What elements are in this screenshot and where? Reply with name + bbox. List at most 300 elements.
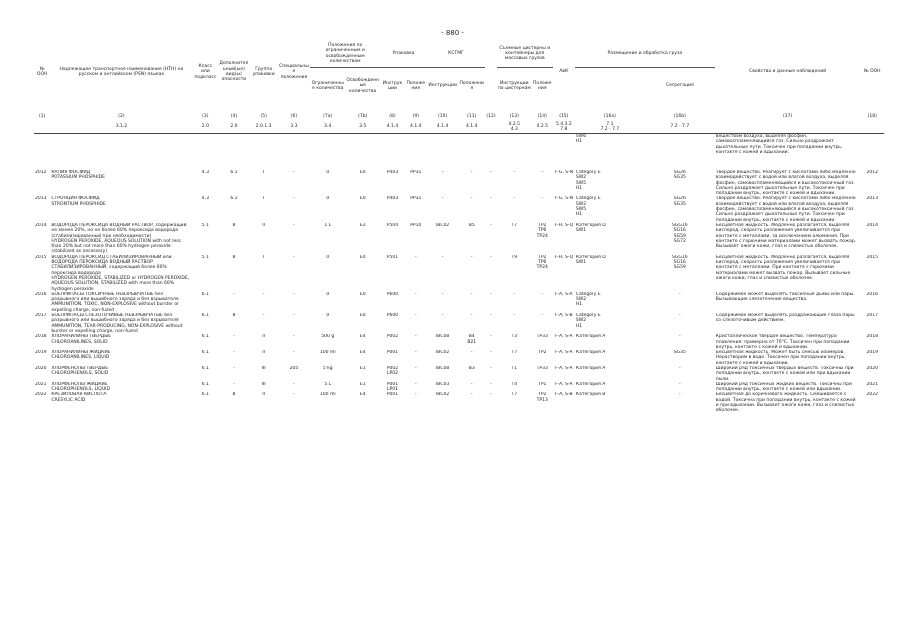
empty-cell (50, 134, 192, 171)
segregation: SGG16 SG16 SG59 (672, 254, 688, 271)
hdr-col12 (485, 40, 497, 104)
shipping-name: СТРОНЦИЯ ФОСФИД STRONTIUM PHOSPHIDE (51, 196, 106, 207)
limited-quantity: 0 (326, 313, 330, 319)
reference-number (715, 121, 861, 134)
excepted-quantity: E0 (359, 313, 366, 319)
segregation: SG35 (673, 350, 686, 356)
packing-group: II (262, 350, 265, 356)
hdr-pack-instr: Инструкции (382, 80, 403, 91)
hdr-ibc: КСГМГ (427, 40, 485, 68)
un-number: 2012 (35, 170, 47, 175)
ibc-provision: B4 B21 (467, 334, 477, 345)
ibc-provision: - (470, 254, 473, 260)
packing-provision: PP31 (410, 196, 422, 202)
excepted-quantity: E0 (359, 170, 366, 175)
continuation-row (34, 134, 884, 171)
un-number: 2022 (35, 392, 47, 398)
stowage: Category E SW2 SW5 H1 (575, 196, 601, 218)
tank-instruction: T7 (511, 392, 518, 398)
tank-instruction: T7 (511, 350, 518, 356)
empty-cell (497, 134, 532, 171)
segregation: SG26 SG35 (673, 170, 686, 181)
stowage: Категория A (575, 350, 606, 356)
ems: F-A, S-A (555, 381, 573, 387)
un-number-end: 2015 (866, 254, 878, 260)
tank-provision: - (541, 291, 544, 297)
tank-instruction: - (513, 291, 516, 297)
hdr-tanks: Съемные цистерны и контейнеры для массовых грузов (497, 40, 553, 68)
table-header (34, 40, 884, 134)
empty-cell (380, 134, 404, 171)
column-number: (4) (230, 113, 238, 119)
hdr-name: Надлежащее транспортное наименование (НТН) на русском и английском (PSN) языках (59, 66, 184, 77)
packing-group: III (261, 365, 266, 371)
excepted-quantity: E4 (359, 334, 366, 340)
un-number-end: 2022 (866, 392, 878, 398)
reference-row (34, 121, 884, 134)
hdr-limited-excepted: Положения по ограниченным и освобожденным количествам (310, 40, 380, 68)
excepted-quantity: E2 (359, 222, 366, 228)
column-number: (5) (260, 113, 267, 119)
un-number: 2016 (35, 291, 47, 297)
stowage: Категория A (575, 334, 606, 340)
subsidiary-hazard: 6.1 (230, 170, 238, 175)
limited-quantity: 0 (326, 170, 330, 175)
ibc-provision: - (470, 392, 473, 398)
empty-cell (193, 134, 219, 171)
un-number-end: 2019 (866, 350, 878, 356)
un-number-end: 2012 (866, 170, 878, 175)
subsidiary-hazard: - (233, 350, 235, 356)
un-number-end: 2020 (866, 365, 878, 371)
col12: - (490, 222, 492, 228)
tank-provision: TP1 (538, 381, 547, 387)
subsidiary-hazard: 8 (232, 254, 236, 260)
ems: F-A, S-A (555, 291, 573, 297)
hdr-limited: Ограниченные количества (311, 80, 344, 91)
stowage: Категория A (575, 381, 606, 387)
table-row (34, 334, 884, 350)
segregation: - (679, 381, 681, 387)
hdr-packing-group: Группа упаковки (252, 66, 275, 77)
column-number: (11) (467, 113, 477, 119)
ems: F-A, S-B (555, 313, 573, 319)
tank-provision: TP33 (536, 334, 548, 340)
un-number-end: 2021 (866, 381, 878, 387)
packing-instruction: P001 LP01 (386, 381, 399, 393)
ibc-instruction: IBC02 (435, 392, 450, 398)
hdr-excepted: Освобожденные количества (346, 78, 380, 94)
empty-cell (34, 134, 50, 171)
un-number: 2018 (35, 334, 47, 340)
segregation: - (679, 291, 681, 297)
excepted-quantity: E1 (359, 381, 366, 387)
ibc-instruction: IBC08 (435, 365, 450, 371)
limited-quantity: 100 ml (319, 392, 336, 398)
table-row (34, 255, 884, 292)
tank-provision: TP2 TP13 (536, 392, 548, 403)
reference-number: 4.1.4 (405, 121, 427, 134)
un-number-end: 2014 (866, 222, 878, 228)
packing-instruction: P600 (386, 313, 399, 319)
excepted-quantity: E1 (359, 365, 366, 371)
col12: - (490, 313, 492, 319)
stowage: Категория D SW1 (575, 254, 606, 266)
hdr-tank-instr: Инструкции по цистернам (497, 80, 531, 91)
segregation: - (679, 365, 681, 371)
special-provisions: - (293, 334, 295, 340)
packing-instruction: P002 (386, 334, 399, 340)
shipping-name: ВОДОРОДА ПЕРОКСИД СТАБИЛИЗИРОВАННЫЙ или ВОДОРОДА ПЕРОКСИДА ВОДНЫЙ РАСТВОР СТАБИЛИЗИРОВАННЫЙ, содержащий более 60% пероксида водорода HYDROGEN PEROXIDE, STABILIZED or HYDROGEN PEROXIDE, AQUEOUS SOLUTION, STABILIZED with more than 60% hydrogen peroxide (51, 254, 190, 292)
properties: Твердое вещество. Реагирует с кислотами либо медленно взаимодействует с водой или влагой воздуха, выделяя фосфин, самовоспламеняющийся и высокотоксичный газ. Сильно раздражает дыхательные пути. Токсичен при попадании внутрь, контакте с кожей и вдыхании. (715, 170, 856, 197)
packing-instruction: P504 (386, 222, 399, 228)
ibc-instruction: - (441, 196, 444, 202)
special-provisions: - (293, 254, 295, 260)
tank-provision: - (541, 170, 544, 175)
ibc-instruction: IBC02 (435, 350, 450, 356)
reference-number (34, 121, 50, 134)
subsidiary-hazard: 6.1 (230, 196, 238, 202)
un-number: 2019 (35, 350, 47, 356)
column-number: (1) (38, 113, 46, 119)
hdr-no-oon: № ООН (36, 66, 48, 77)
properties: Бесцветная жидкость. Медленно разлагается, выделяя кислород, скорость разложения увеличивается при контакте с металлами, за исключением алюминия. При контакте с горючими материалами может вызвать пожар. Вызывает ожоги кожи, глаз и слизистых оболочек. (715, 222, 857, 250)
tank-instruction: T9 (511, 254, 518, 260)
shipping-name: КРЕЗИЛОВАЯ КИСЛОТА CRESYLIC ACID (51, 392, 107, 403)
packing-instruction: P600 (386, 291, 399, 297)
class: 6.1 (201, 291, 209, 297)
hdr-segregation: Сегрегация (665, 83, 694, 89)
reference-number: 7.1 7.2 - 7.7 (575, 121, 645, 134)
tank-instruction: T4 (511, 381, 518, 387)
col12: - (490, 196, 492, 202)
col12: - (490, 334, 492, 340)
class: 5.1 (201, 254, 209, 260)
special-provisions: - (293, 313, 295, 319)
hdr-no-oon-end: № ООН (863, 69, 881, 75)
un-number: 2014 (35, 222, 47, 228)
special-provisions: - (293, 350, 295, 356)
hdr-subsidiary: Дополнительный(ые) вид(ы) опасности (219, 61, 249, 83)
column-number: (12) (486, 113, 496, 119)
column-number: (16b) (673, 113, 686, 119)
table-row (34, 223, 884, 255)
properties: Бесцветная до коричневого жидкость. Смешивается с водой. Токсична при попадании внутрь, контакте с кожей и при вдыхании. Вызывает ожоги кожи, глаз и слизистых оболочек. (715, 392, 856, 414)
ibc-instruction: - (441, 313, 444, 319)
empty-cell (405, 134, 427, 171)
properties: Твердое вещество. Реагирует с кислотами либо медленно взаимодействует с водой или влагой воздуха, выделяя фосфин, самовоспламеняющийся и высокотоксичный газ. Сильно раздражает дыхательные пути. Токсичен при попадании внутрь, контакте с кожей и вдыхании. (715, 196, 856, 223)
packing-instruction: P403 (386, 170, 399, 175)
tank-provision: TP2 TP6 TP24 (536, 254, 548, 271)
hdr-ibc-prov: Положения (459, 80, 484, 91)
un-number-end: 2018 (866, 334, 878, 340)
class: 4.3 (201, 170, 209, 175)
tank-instruction: - (513, 170, 516, 175)
packing-group: II (262, 222, 265, 228)
col12: - (490, 170, 492, 175)
column-number: (7b) (358, 113, 368, 119)
segregation: - (679, 334, 681, 340)
packing-group: II (262, 334, 265, 340)
un-number-end: 2013 (866, 196, 878, 202)
segregation: SG26 SG35 (673, 196, 686, 207)
packing-group: I (262, 196, 265, 202)
un-number: 2013 (35, 196, 47, 202)
ibc-provision: - (470, 196, 473, 202)
subsidiary-hazard: 8 (232, 222, 236, 228)
ibc-provision: B5 (468, 222, 475, 228)
subsidiary-hazard: 8 (232, 392, 236, 398)
col12: - (490, 254, 492, 260)
continuation-stowage: SW6 H1 (575, 134, 587, 145)
empty-cell (310, 134, 345, 171)
subsidiary-hazard: - (233, 381, 235, 387)
column-number-row (34, 104, 884, 121)
reference-number: 2.0.1.3 (250, 121, 278, 134)
ems: F-H, S-Q (554, 222, 574, 228)
tank-provision: TP2 TP6 TP24 (536, 222, 548, 239)
empty-cell (861, 134, 884, 171)
segregation: - (679, 313, 681, 319)
ibc-instruction: IBC08 (435, 334, 450, 340)
column-number: (13) (509, 113, 519, 119)
packing-instruction: P002 LP02 (386, 365, 399, 377)
excepted-quantity: E4 (359, 350, 366, 356)
special-provisions: - (293, 392, 295, 398)
special-provisions: - (293, 196, 295, 202)
table-row (34, 366, 884, 382)
class: 6.1 (201, 313, 209, 319)
tank-provision: TP33 (536, 365, 548, 371)
shipping-name: КАЛИЯ ФОСФИД POTASSIUM PHOSPHIDE (51, 170, 105, 181)
limited-quantity: 1 L (324, 222, 332, 228)
table-row (34, 170, 884, 196)
ems: F-H, S-Q (554, 254, 574, 260)
column-number: (8) (389, 113, 396, 119)
subsidiary-hazard: - (233, 365, 235, 371)
packing-provision: - (414, 350, 417, 356)
hdr-tank-prov: Положения (532, 80, 552, 91)
ibc-instruction: - (441, 291, 444, 297)
reference-number: 2.0 (193, 121, 219, 134)
empty-cell (250, 134, 278, 171)
empty-cell (458, 134, 485, 171)
limited-quantity: 5 L (324, 381, 332, 387)
packing-provision: - (414, 365, 417, 371)
packing-group: - (262, 291, 265, 297)
reference-number: 3.4 (310, 121, 345, 134)
class: 6.1 (201, 365, 209, 371)
ems: F-A, S-A (555, 365, 573, 371)
stowage: Category E SW2 SW5 H1 (575, 170, 601, 191)
ems: F-G, S-N (554, 196, 574, 202)
tank-instruction: - (513, 196, 516, 202)
un-number-end: 2016 (866, 291, 878, 297)
dangerous-goods-table (34, 40, 884, 414)
reference-number: 4.2.5 (532, 121, 553, 134)
col12: - (490, 381, 492, 387)
un-number: 2017 (35, 313, 47, 319)
ibc-instruction: - (441, 170, 444, 175)
tank-provision: TP2 (538, 350, 547, 356)
ibc-provision: - (470, 350, 473, 356)
hdr-ems: АвК (559, 69, 569, 75)
reference-number (485, 121, 497, 134)
table-row (34, 382, 884, 393)
empty-cell (532, 134, 553, 171)
hdr-packaging: Упаковка (380, 40, 427, 68)
empty-cell (485, 134, 497, 171)
class: 6.1 (201, 334, 209, 340)
column-number: (7a) (323, 113, 333, 119)
special-provisions: - (293, 381, 295, 387)
column-number: (2) (118, 113, 125, 119)
column-number: (14) (537, 113, 547, 119)
ibc-provision: - (470, 170, 473, 175)
limited-quantity: 100 ml (319, 350, 336, 356)
reference-number: 4.2.5 4.3 (497, 121, 532, 134)
hdr-ibc-instr: Инструкции (428, 83, 457, 89)
tank-instruction: T3 (511, 334, 518, 340)
class: 5.1 (201, 222, 209, 228)
packing-provision: - (414, 334, 417, 340)
column-number: (10) (437, 113, 448, 119)
shipping-name: ХЛОРАНИЛИНЫ ЖИДКИЕ CHLOROANILINES, LIQUID (51, 350, 111, 361)
hdr-class: Класс или подкласс (194, 64, 217, 80)
properties: Содержимое может выделять раздражающие глаза пары со слезоточивым действием. (715, 313, 855, 324)
shipping-name: БОЕПРИПАСЫ ТОКСИЧНЫЕ НЕВЗРЫВЧАТЫЕ без разрывного или вышибного заряда и без взрывателя AMMUNITION, TOXIC, NON-EXPLOSIVE without burster or expelling charge, non-fuzed (51, 291, 180, 313)
ems: F-A, S-B (555, 392, 573, 398)
shipping-name: ХЛОРФЕНОЛЫ ТВЕРДЫЕ CHLOROPHENOLS, SOLID (51, 365, 109, 377)
excepted-quantity: E4 (359, 392, 366, 398)
table-body (34, 134, 884, 414)
ibc-provision: - (470, 313, 473, 319)
empty-cell (427, 134, 458, 171)
reference-number: 3.3 (278, 121, 311, 134)
tank-instruction: T1 (511, 365, 518, 371)
hdr-special-provisions: Специальные положения (279, 64, 309, 80)
tank-provision: - (541, 313, 544, 319)
col12: - (490, 392, 492, 398)
empty-cell (218, 134, 249, 171)
packing-instruction: P001 (386, 392, 399, 398)
un-number: 2015 (35, 254, 47, 260)
table-row (34, 196, 884, 222)
stowage: Категория B (575, 392, 606, 398)
tank-instruction: - (513, 313, 516, 319)
packing-provision: - (414, 254, 417, 260)
properties: Широкий ряд токсичных твердых веществ. Токсичны при попадании внутрь, контакте с кожей или при вдыхании пыли. (715, 365, 854, 382)
ibc-instruction: - (441, 254, 444, 260)
reference-number (861, 121, 884, 134)
packing-group: II (262, 392, 265, 398)
column-number: (6) (290, 113, 298, 119)
segregation: - (679, 392, 681, 398)
class: 6.1 (201, 350, 209, 356)
limited-quantity: 500 g (321, 334, 335, 340)
ibc-instruction: IBC02 (435, 222, 450, 228)
reference-number: 4.1.4 (427, 121, 458, 134)
packing-instruction: P403 (386, 196, 399, 202)
properties: Широкий ряд токсичных жидких веществ. Токсичны при попадании внутрь, контакте с кожей или вдыхании. (715, 381, 852, 393)
column-number: (15) (559, 113, 569, 119)
packing-provision: PP31 (410, 170, 422, 175)
un-number-end: 2017 (866, 313, 878, 319)
special-provisions: - (293, 170, 295, 175)
empty-cell (645, 134, 715, 171)
packing-provision: PP10 (410, 222, 422, 228)
properties: Бесцветная жидкость. Может быть смесью изомеров. Нерастворим в воде. Токсичен при попадании внутрь, контакте с кожей и вдыхании. (715, 350, 846, 366)
shipping-name: ВОДОРОДА ПЕРОКСИДА ВОДНЫЙ РАСТВОР, содержащий не менее 20%, но не более 60% пероксида водорода (стабилизированный при необходимости) HYDROGEN PEROXIDE, AQUEOUS SOLUTION with not less than 20% but not more than 60% hydrogen peroxide (stabilized as necessary) (51, 222, 187, 255)
special-provisions: 205 (289, 365, 299, 371)
special-provisions: - (293, 222, 295, 228)
reference-number: 4.1.4 (458, 121, 485, 134)
reference-number: 3.5 (345, 121, 380, 134)
hdr-stowage (575, 68, 645, 105)
column-number: (17) (783, 113, 793, 119)
packing-provision: - (414, 313, 417, 319)
page-number: - 880 - (441, 29, 464, 37)
un-number: 2021 (35, 381, 47, 387)
properties: Содержимое может выделять токсичные дымы или пары. Вызывающие слезотечение вещества. (715, 291, 855, 303)
limited-quantity: 0 (326, 291, 330, 297)
excepted-quantity: E0 (359, 196, 366, 202)
empty-cell (278, 134, 311, 171)
un-number: 2020 (35, 365, 47, 371)
col12: - (490, 365, 492, 371)
hdr-properties: Свойства и данные наблюдений (749, 69, 827, 75)
empty-cell (345, 134, 380, 171)
packing-group: III (261, 381, 266, 387)
shipping-name: БОЕПРИПАСЫ СЛЕЗОТОЧИВЫЕ НЕВЗРЫВЧАТЫЕ без разрывного или вышибного заряда и без взрывателя AMMUNITION, TEAR-PRODUCING, NON-EXPLOSIVE without burster or expelling charge, non-fuzed (51, 313, 183, 334)
packing-provision: - (414, 291, 417, 297)
subsidiary-hazard: - (233, 291, 235, 297)
column-number: (3) (202, 113, 209, 119)
shipping-name: ХЛОРАНИЛИНЫ ТВЕРДЫЕ CHLOROANILINES, SOLID (51, 334, 112, 345)
properties: Бесцветная жидкость. Медленно разлагается, выделяя кислород, скорость разложения увеличивается при контакте с металлами. При контакте с горючими материалами может вызвать пожар. Вызывает сильные ожоги кожи, глаз и слизистых оболочек. (715, 254, 851, 281)
hdr-pack-prov: Положения (406, 80, 426, 91)
properties: Кристаллическое твердое вещество. Температура плавления: примерно от 70°C. Токсичен при попадании внутрь, контакте с кожей и вдыхании. (715, 334, 850, 350)
col12: - (490, 291, 492, 297)
ems: F-A, S-A (555, 334, 573, 340)
special-provisions: - (293, 291, 295, 297)
stowage: Category E SW2 H1 (575, 291, 601, 308)
reference-number: 5.4.3.2 7.8 (553, 121, 575, 134)
packing-group: I (262, 170, 265, 175)
class: 6.1 (201, 392, 209, 398)
packing-group: - (262, 313, 265, 319)
tank-provision: - (541, 196, 544, 202)
class: 6.1 (201, 381, 209, 387)
table-row (34, 292, 884, 313)
reference-number: 2.0 (218, 121, 249, 134)
packing-group: I (262, 254, 265, 260)
column-number: (18) (867, 113, 877, 119)
packing-provision: - (414, 381, 417, 387)
excepted-quantity: E0 (359, 254, 366, 260)
class: 4.3 (201, 196, 209, 202)
excepted-quantity: E0 (359, 291, 366, 297)
ibc-provision: - (470, 381, 473, 387)
limited-quantity: 0 (326, 254, 330, 260)
col12: - (490, 350, 492, 356)
ems: F-G, S-N (554, 170, 574, 175)
table-row (34, 350, 884, 366)
limited-quantity: 5 kg (322, 365, 333, 371)
empty-cell (553, 134, 575, 171)
packing-instruction: P001 (386, 350, 399, 356)
hdr-stowage-segregation: Размещение и обработка груза (575, 40, 715, 68)
